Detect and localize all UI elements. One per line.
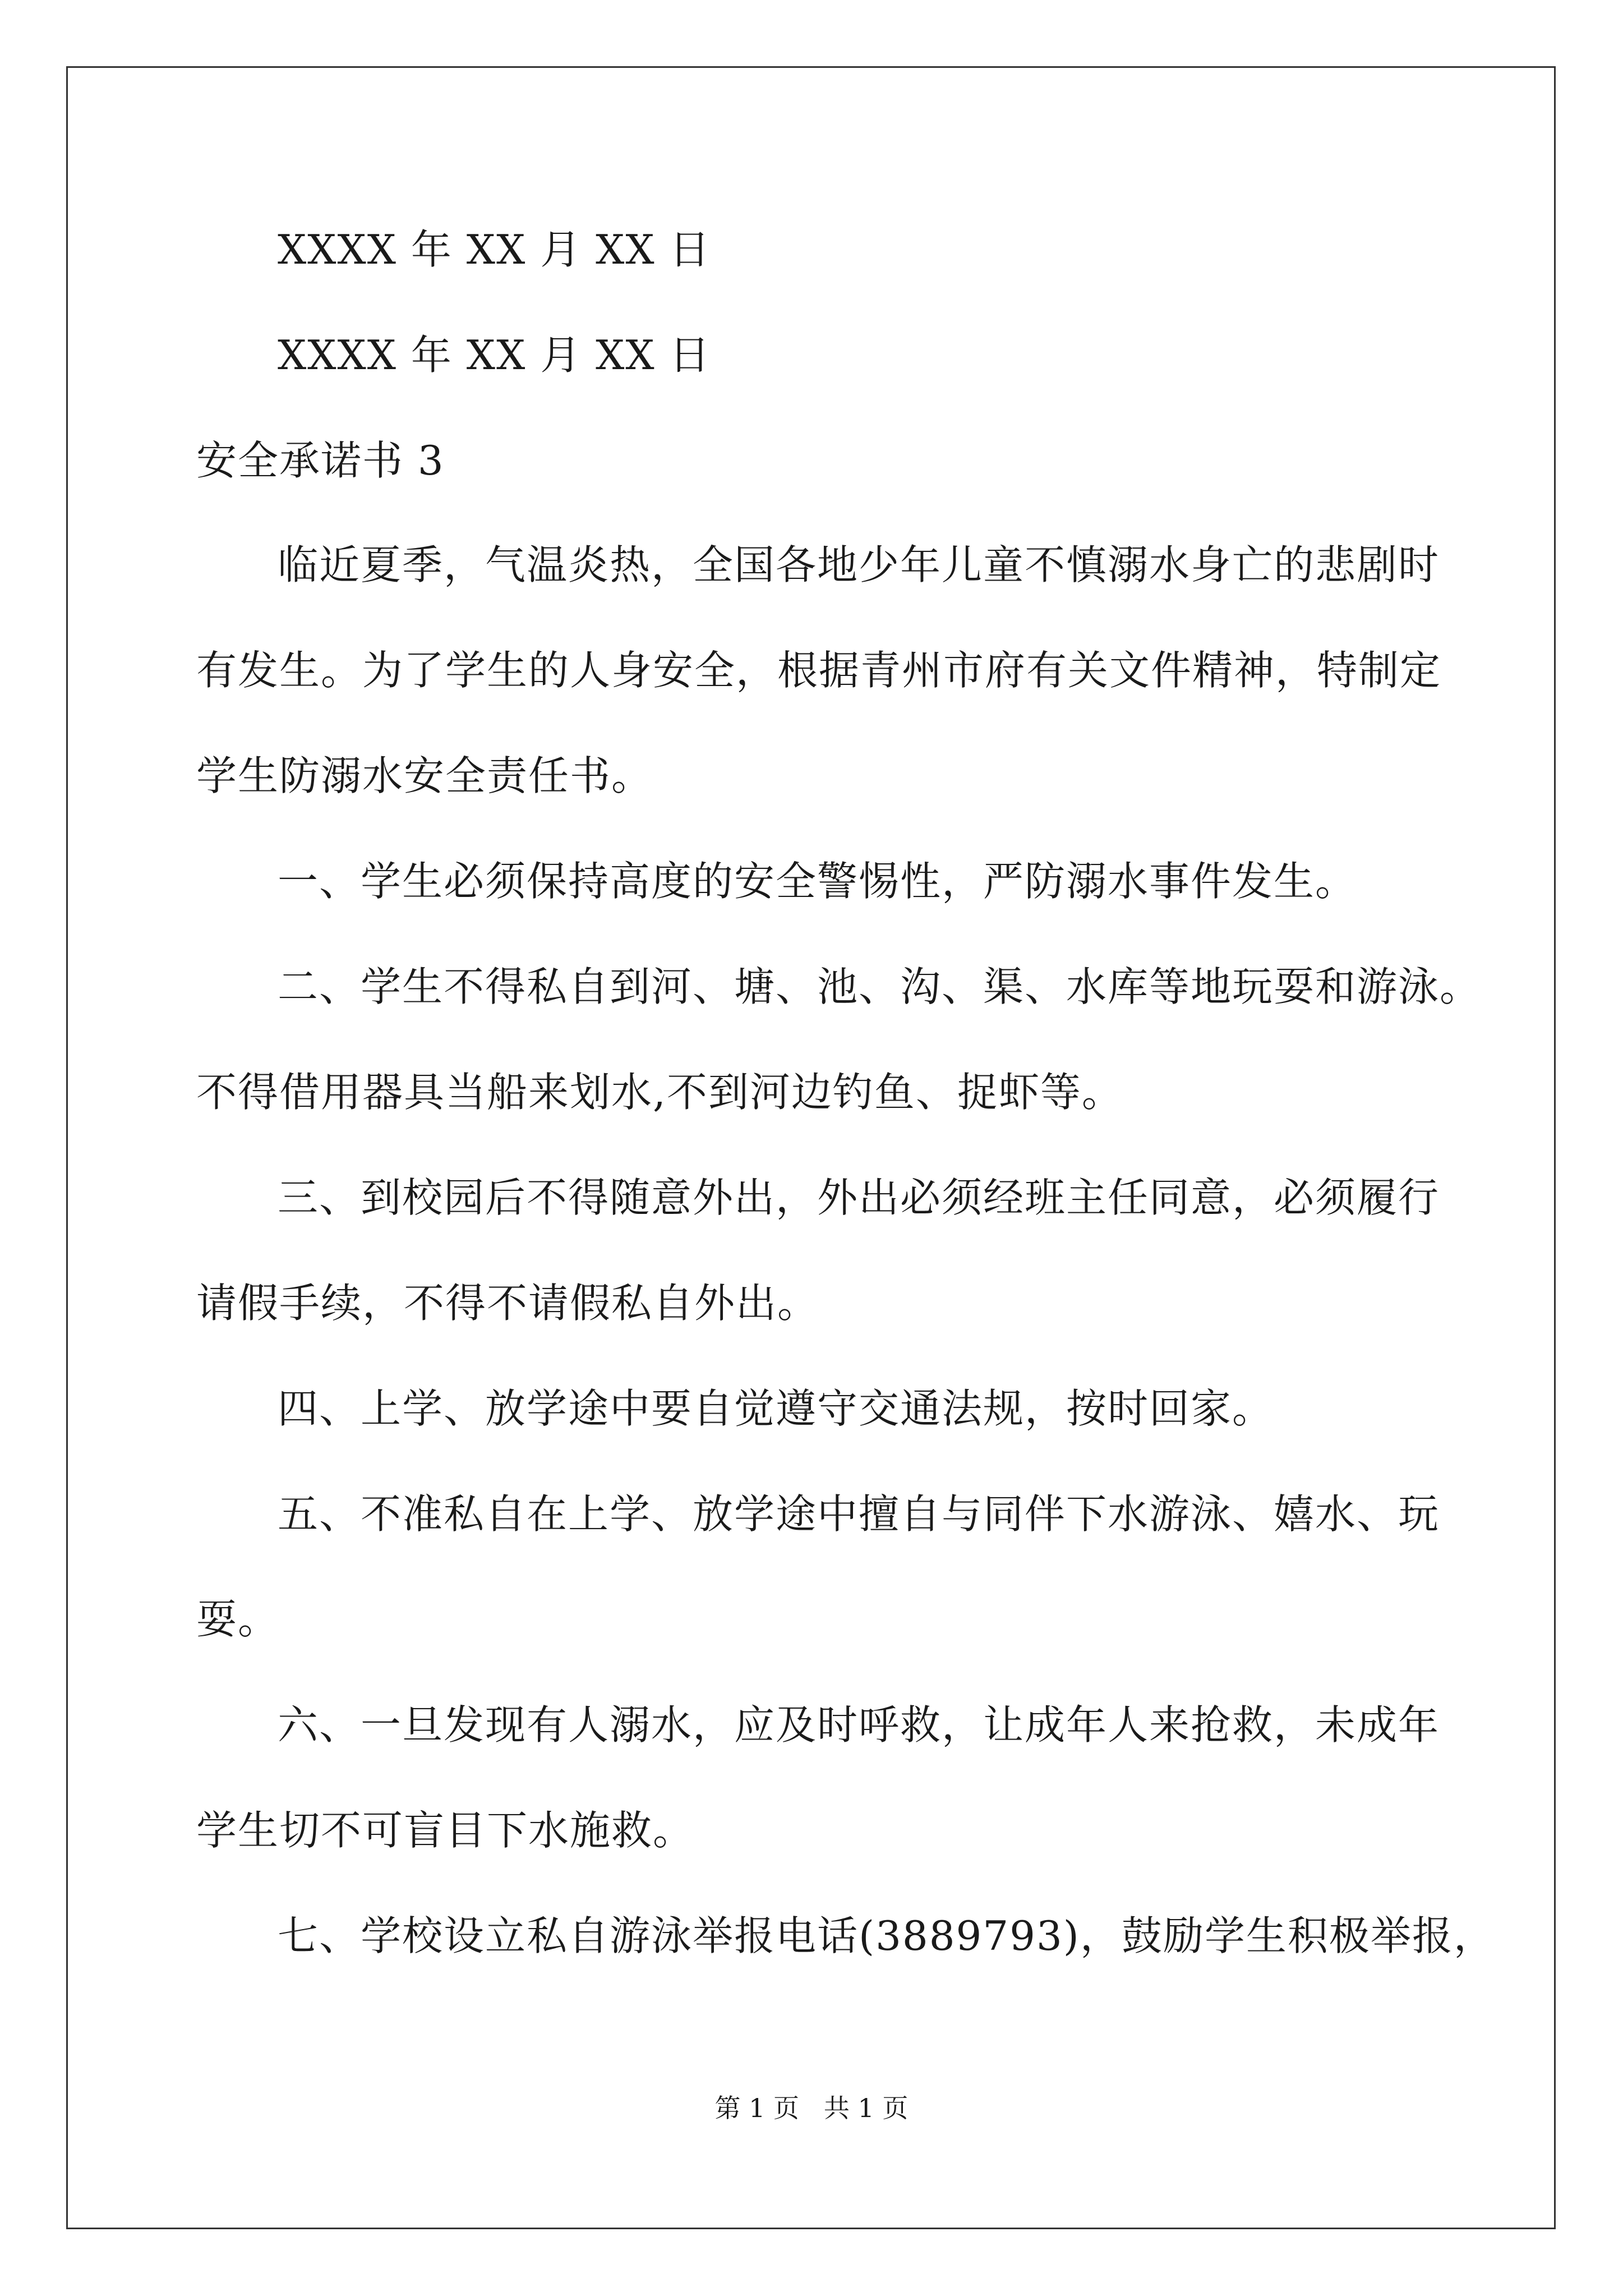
section-title: 安全承诺书 3 bbox=[196, 437, 445, 484]
paragraph-line: 三、到校园后不得随意外出，外出必须经班主任同意，必须履行 bbox=[278, 1174, 1440, 1221]
date-line-1: XXXX 年 XX 月 XX 日 bbox=[278, 226, 711, 273]
paragraph-line: 临近夏季，气温炎热，全国各地少年儿童不慎溺水身亡的悲剧时 bbox=[278, 541, 1440, 588]
paragraph-line: 不得借用器具当船来划水,不到河边钓鱼、捉虾等。 bbox=[196, 1069, 1123, 1116]
paragraph-line: 五、不准私自在上学、放学途中擅自与同伴下水游泳、嬉水、玩 bbox=[278, 1490, 1440, 1538]
paragraph-line: 学生切不可盲目下水施救。 bbox=[196, 1807, 695, 1854]
page-footer: 第 1 页 共 1 页 bbox=[714, 2093, 909, 2123]
paragraph-line: 请假手续，不得不请假私自外出。 bbox=[196, 1280, 819, 1327]
paragraph-line: 学生防溺水安全责任书。 bbox=[196, 752, 653, 799]
paragraph-line: 四、上学、放学途中要自觉遵守交通法规，按时回家。 bbox=[278, 1385, 1274, 1432]
paragraph-line: 一、学生必须保持高度的安全警惕性，严防溺水事件发生。 bbox=[278, 858, 1357, 905]
paragraph-line: 六、一旦发现有人溺水，应及时呼救，让成年人来抢救，未成年 bbox=[278, 1701, 1440, 1749]
paragraph-line: 有发生。为了学生的人身安全，根据青州市府有关文件精神，特制定 bbox=[196, 647, 1442, 694]
page-border bbox=[66, 66, 1556, 2229]
paragraph-line: 二、学生不得私自到河、塘、池、沟、渠、水库等地玩耍和游泳。 bbox=[278, 963, 1482, 1010]
paragraph-line: 七、学校设立私自游泳举报电话(3889793)，鼓励学生积极举报， bbox=[278, 1912, 1495, 1959]
date-line-2: XXXX 年 XX 月 XX 日 bbox=[278, 332, 711, 379]
paragraph-line: 耍。 bbox=[196, 1596, 280, 1643]
